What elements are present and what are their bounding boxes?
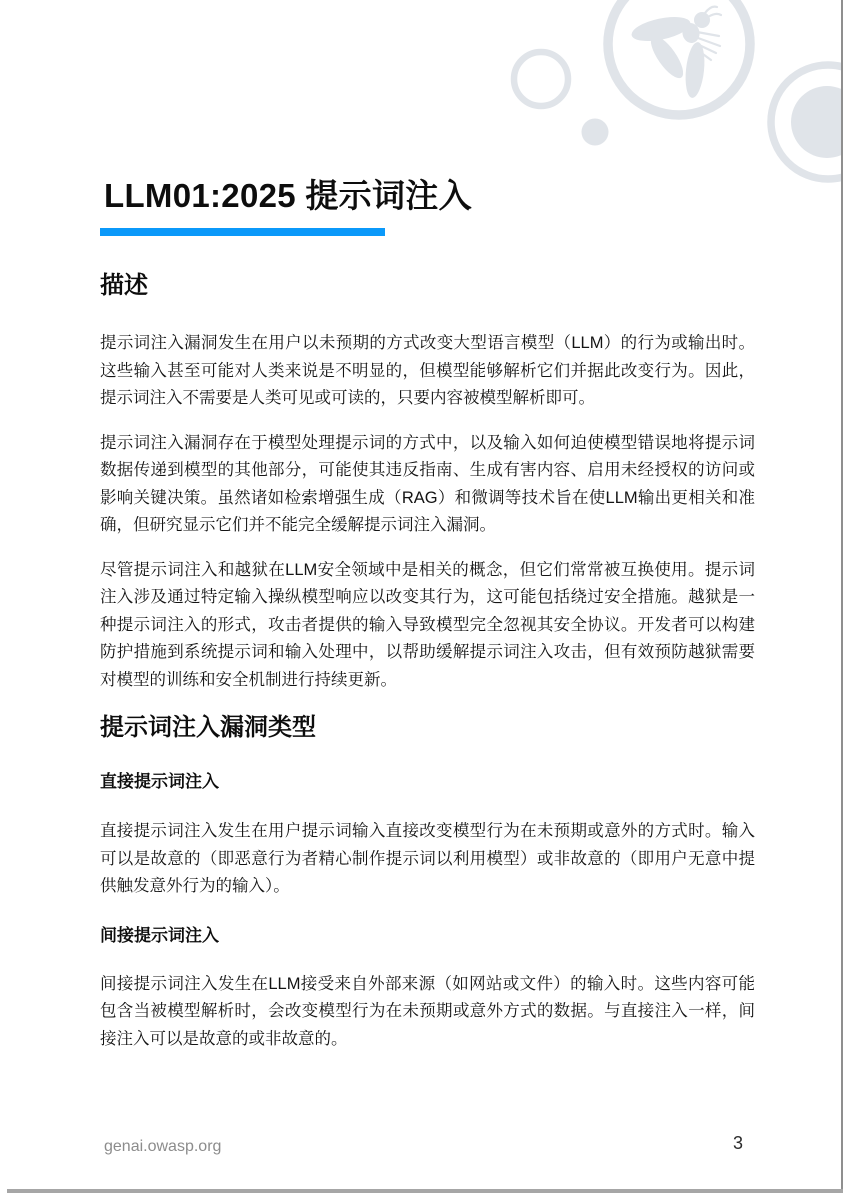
description-paragraph-3: 尽管提示词注入和越狱在LLM安全领域中是相关的概念，但它们常常被互换使用。提示词注入涉及通过特定输入操纵模型响应以改变其行为，这可能包括绕过安全措施。越狱是一种提示词注入的形式，攻击者提供的输入导致模型完全忽视其安全协议。开发者可以构建防护措施到系统提示词和输入处理中，以帮助缓解提示词注入攻击，但有效预防越狱需要对模型的训练和安全机制进行持续更新。 [100,560,755,689]
subsection-heading-indirect-injection: 间接提示词注入 [100,925,219,945]
footer-site-link[interactable]: genai.owasp.org [104,1138,222,1155]
page-number: 3 [733,1133,744,1153]
direct-injection-paragraph: 直接提示词注入发生在用户提示词输入直接改变模型行为在未预期或意外的方式时。输入可以是故意的（即恶意行为者精心制作提示词以利用模型）或非故意的（即用户无意中提供触发意外行为的输入）。 [100,822,755,895]
decor-ring-large [771,65,843,179]
page-bottom-edge [7,1189,843,1193]
section-heading-types: 提示词注入漏洞类型 [100,714,316,741]
title-accent-bar [100,228,385,236]
description-paragraph-2: 提示词注入漏洞存在于模型处理提示词的方式中，以及输入如何迫使模型错误地将提示词数据传递到模型的其他部分，可能使其违反指南、生成有害内容、启用未经授权的访问或影响关键决策。虽然诸如检索增强生成（RAG）和微调等技术旨在使LLM输出更相关和准确，但研究显示它们并不能完全缓解提示词注入漏洞。 [100,433,755,534]
subsection-heading-direct-injection: 直接提示词注入 [100,772,219,791]
page-title: LLM01:2025 提示词注入 [104,177,472,214]
description-paragraph-1: 提示词注入漏洞发生在用户以未预期的方式改变大型语言模型（LLM）的行为或输出时。这些输入甚至可能对人类来说是不明显的，但模型能够解析它们并据此改变行为。因此，提示词注入不需要是人类可见或可读的，只要内容被模型解析即可。 [100,334,755,407]
decor-circle-filled [791,86,843,158]
indirect-injection-paragraph: 间接提示词注入发生在LLM接受来自外部来源（如网站或文件）的输入时。这些内容可能包含当被模型解析时，会改变模型行为在未预期或意外方式的数据。与直接注入一样，间接注入可以是故意的或非故意的。 [100,974,755,1048]
section-heading-description: 描述 [100,272,148,299]
document-content [100,0,755,1053]
